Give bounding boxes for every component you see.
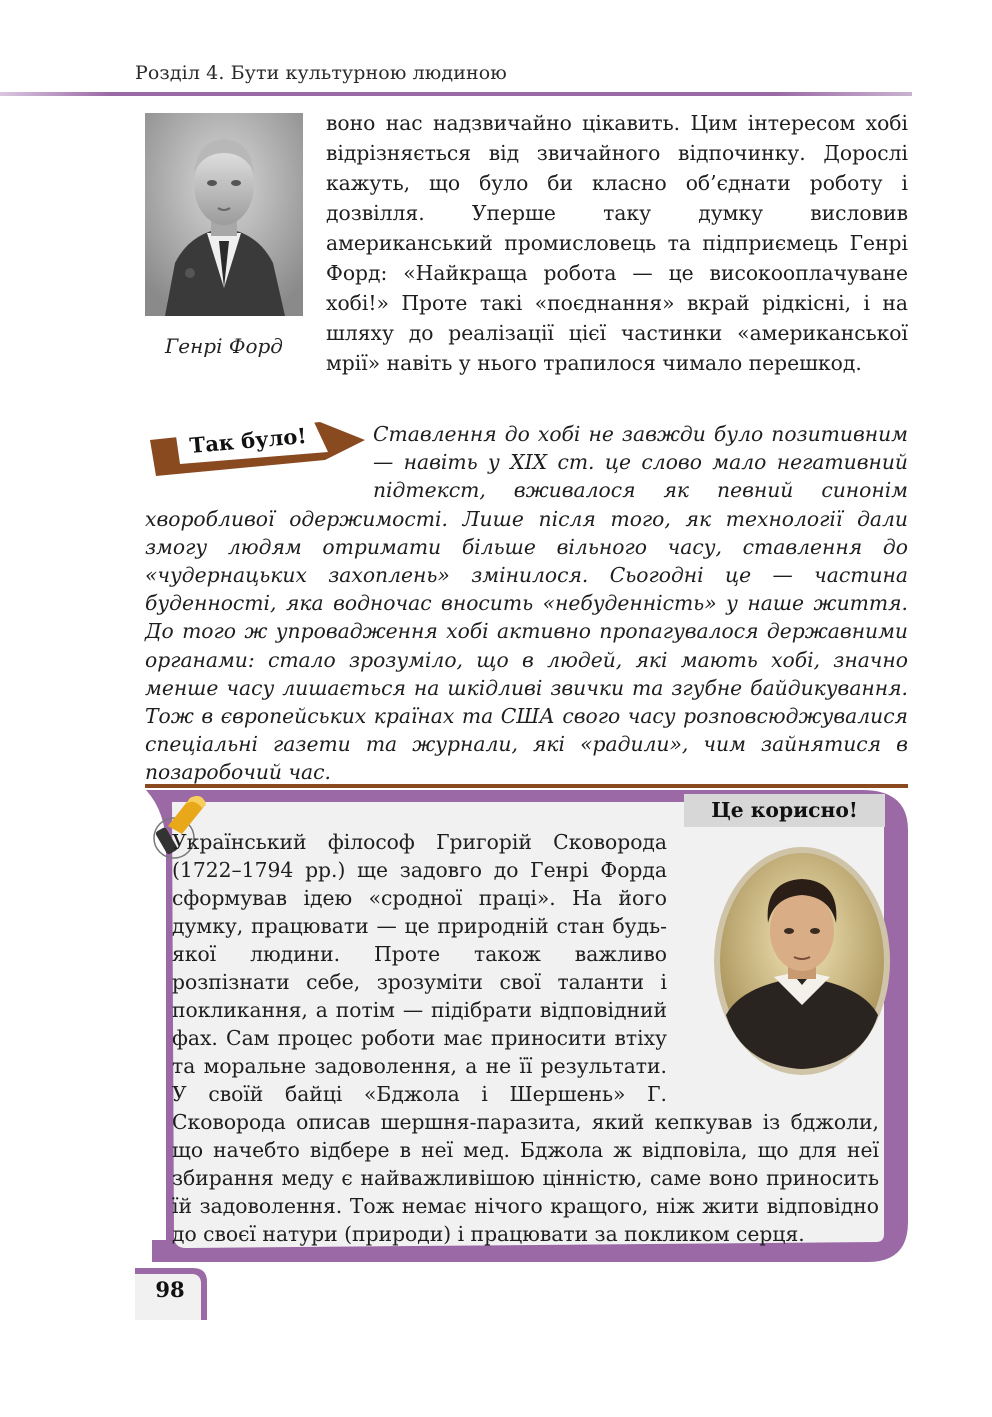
section-divider bbox=[145, 784, 908, 788]
main-paragraph: воно нас надзвичайно цікавить. Цим інтересом хобі відрізняється від звичайного відпочинку. Дорослі кажуть, що було би класно об’єднати роботу і дозвілля. Уперше таку думку висловив американський промисловець та підприємець Генрі Форд: «Найкраща робота — це високооплачуване хобі!» Проте такі «поєднання» вкрай рідкісні, і на шляху до реалізації цієї частинки «американської мрії» навіть у нього трапилося чимало перешкод. bbox=[326, 111, 908, 375]
useful-text-column bbox=[172, 828, 879, 1248]
henry-ford-caption: Генрі Форд bbox=[165, 334, 283, 358]
main-text-column bbox=[326, 108, 908, 378]
useful-box-title: Це корисно! bbox=[711, 798, 858, 822]
page-number: 98 bbox=[155, 1277, 185, 1302]
history-text: Ставлення до хобі не завжди було позитивним — навіть у XIX ст. це слово мало негативний підтекст, вживалося як певний синонім хворобливої одержимості. Лише після того, як технології дали змогу людям отримати більше вільного часу, ставлення до «чудернацьких захоплень» змінилося. Сьогодні це — частина буденності, яка водночас вносить «небуденність» у наше життя. До того ж упровадження хобі активно пропагувалося державними органами: стало зрозуміло, що в людей, які мають хобі, значно менше часу лишається на шкідливі звички та згубне байдикування. Тож в європейських країнах та США свого часу розповсюджувалися спеціальні газети та журнали, які «радили», чим зайнятися в позаробочий час. bbox=[145, 422, 908, 785]
header-divider bbox=[0, 92, 912, 96]
history-banner-label: Так було! bbox=[188, 422, 308, 458]
useful-paragraph: Український філософ Григорій Сковорода (1722–1794 рр.) ще задовго до Генрі Форда сформував ідею «сродної праці». На його думку, працювати — це природній стан будь-якої людини. Проте також важливо розпізнати себе, зрозуміти свої таланти і покликання, а потім — підібрати відповідний фах. Сам процес роботи має приносити втіху та моральне задоволення, а не її результати. У своїй байці «Бджола і Шершень» Г. Сковорода описав шершня-паразита, який кепкував із бджоли, що начебто відбере в неї мед. Бджола ж відповіла, що для неї збирання меду є найважливішою цінністю, саме воно приносить їй задоволення. Тож немає нічого кращого, ніж жити відповідно до своєї натури (природи) і працювати за покликом серця. bbox=[172, 830, 879, 1246]
henry-ford-portrait bbox=[145, 113, 303, 316]
page-header-title: Розділ 4. Бути культурною людиною bbox=[135, 62, 507, 84]
history-text-block bbox=[145, 420, 908, 787]
